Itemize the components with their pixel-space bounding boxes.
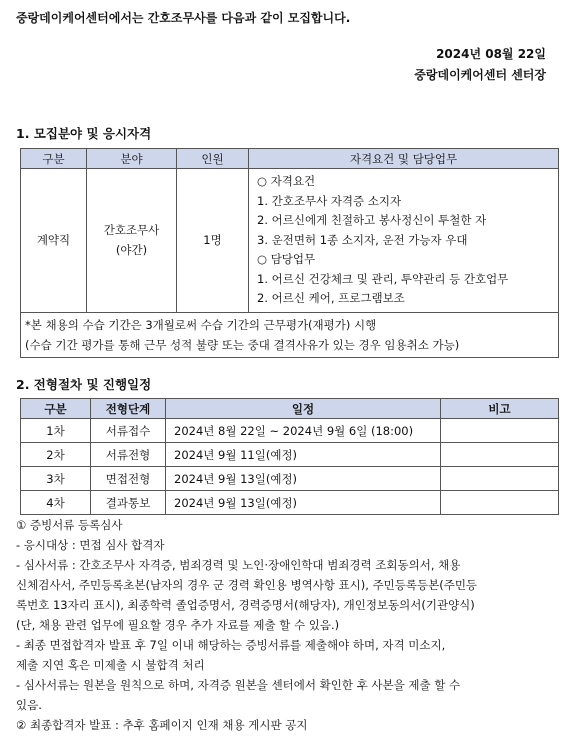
step-order: 4차 xyxy=(21,491,91,515)
note-line: ① 증빙서류 등록심사 xyxy=(16,518,123,532)
table-row xyxy=(21,419,559,443)
note-line: ② 최종합격자 발표 : 추후 홈페이지 인재 채용 게시판 공지 xyxy=(16,718,308,732)
step-remarks xyxy=(441,491,559,515)
duties-heading: ○ 담당업무 xyxy=(257,252,316,266)
step-stage: 결과통보 xyxy=(91,491,166,515)
job-field xyxy=(87,169,177,313)
notice-organization: 중랑데이케어센터 센터장 xyxy=(414,68,546,82)
requirement-item: 2. 어르신에게 친절하고 봉사정신이 투철한 자 xyxy=(257,213,487,227)
note-line: - 최종 면접합격자 발표 후 7일 이내 해당하는 증빙서류를 제출해야 하며, 자격 미소지, xyxy=(16,638,446,652)
document-notes xyxy=(16,515,564,735)
header-type: 구분 xyxy=(21,149,87,169)
header-remarks: 비고 xyxy=(441,399,559,419)
headcount: 1명 xyxy=(177,169,249,313)
notice-date: 2024년 08월 22일 xyxy=(436,47,546,61)
probation-note-line1: *본 채용의 수습 기간은 3개월로써 수습 기간의 근무평가(재평가) 시행 xyxy=(25,317,377,332)
requirement-item: 1. 간호조무사 자격증 소지자 xyxy=(257,193,402,208)
employment-type: 계약직 xyxy=(21,169,87,313)
duty-item: 2. 어르신 케어, 프로그램보조 xyxy=(257,291,405,305)
note-line: 록번호 13자리 표시), 최종학력 졸업증명서, 경력증명서(해당자), 개인정보동의서(기관양식) xyxy=(16,598,475,612)
step-remarks xyxy=(441,419,559,443)
requirements-cell xyxy=(249,169,559,313)
step-schedule: 2024년 9월 13일(예정) xyxy=(166,491,441,515)
note-line: - 심사서류 : 간호조무사 자격증, 범죄경력 및 노인·장애인학대 범죄경력 조회동의서, 채용 xyxy=(16,558,461,572)
schedule-table xyxy=(20,398,559,515)
job-field-name: 간호조무사 xyxy=(103,223,160,238)
section1-title: 1. 모집분야 및 응시자격 xyxy=(16,126,152,141)
header-count: 인원 xyxy=(177,149,249,169)
header-stage: 전형단계 xyxy=(91,399,166,419)
table-row xyxy=(21,443,559,467)
section2-title: 2. 전형절차 및 진행일정 xyxy=(16,377,152,392)
header-field: 분야 xyxy=(87,149,177,169)
header-requirements: 자격요건 및 담당업무 xyxy=(249,149,559,169)
step-stage: 면접전형 xyxy=(91,467,166,491)
probation-note xyxy=(21,312,559,357)
note-line: 제출 지연 혹은 미제출 시 불합격 처리 xyxy=(16,658,205,672)
note-line: (단, 채용 관련 업무에 필요할 경우 추가 자료를 제출 할 수 있음.) xyxy=(16,618,340,632)
step-order: 3차 xyxy=(21,467,91,491)
step-schedule: 2024년 9월 11일(예정) xyxy=(166,443,441,467)
step-stage: 서류접수 xyxy=(91,419,166,443)
job-field-shift: (야간) xyxy=(115,243,148,258)
note-line: 있음. xyxy=(16,698,42,712)
header-schedule: 일정 xyxy=(166,399,441,419)
intro-text: 중랑데이케어센터에서는 간호조무사를 다음과 같이 모집합니다. xyxy=(16,11,351,25)
step-remarks xyxy=(441,443,559,467)
table-row xyxy=(21,467,559,491)
step-remarks xyxy=(441,467,559,491)
step-schedule: 2024년 9월 13일(예정) xyxy=(166,467,441,491)
duty-item: 1. 어르신 건강체크 및 관리, 투약관리 등 간호업무 xyxy=(257,271,509,286)
note-line: - 응시대상 : 면접 심사 합격자 xyxy=(16,538,165,552)
step-schedule: 2024년 8월 22일 ~ 2024년 9월 6일 (18:00) xyxy=(166,419,441,443)
note-line: - 심사서류는 원본을 원칙으로 하며, 자격증 원본을 센터에서 확인한 후 사본을 제출 할 수 xyxy=(16,678,461,692)
requirement-item: 3. 운전면허 1종 소지자, 운전 가능자 우대 xyxy=(257,232,468,247)
probation-note-line2: (수습 기간 평가를 통해 근무 성적 불량 또는 중대 결격사유가 있는 경우 임용취소 가능) xyxy=(25,337,460,352)
note-line: 신체검사서, 주민등록초본(남자의 경우 군 경력 확인용 병역사항 표시), 주민등록등본(주민등 xyxy=(16,578,478,592)
requirements-heading: ○ 자격요건 xyxy=(257,174,316,188)
table-row xyxy=(21,491,559,515)
step-order: 2차 xyxy=(21,443,91,467)
recruitment-table xyxy=(20,148,559,358)
step-order: 1차 xyxy=(21,419,91,443)
header-order: 구분 xyxy=(21,399,91,419)
step-stage: 서류전형 xyxy=(91,443,166,467)
